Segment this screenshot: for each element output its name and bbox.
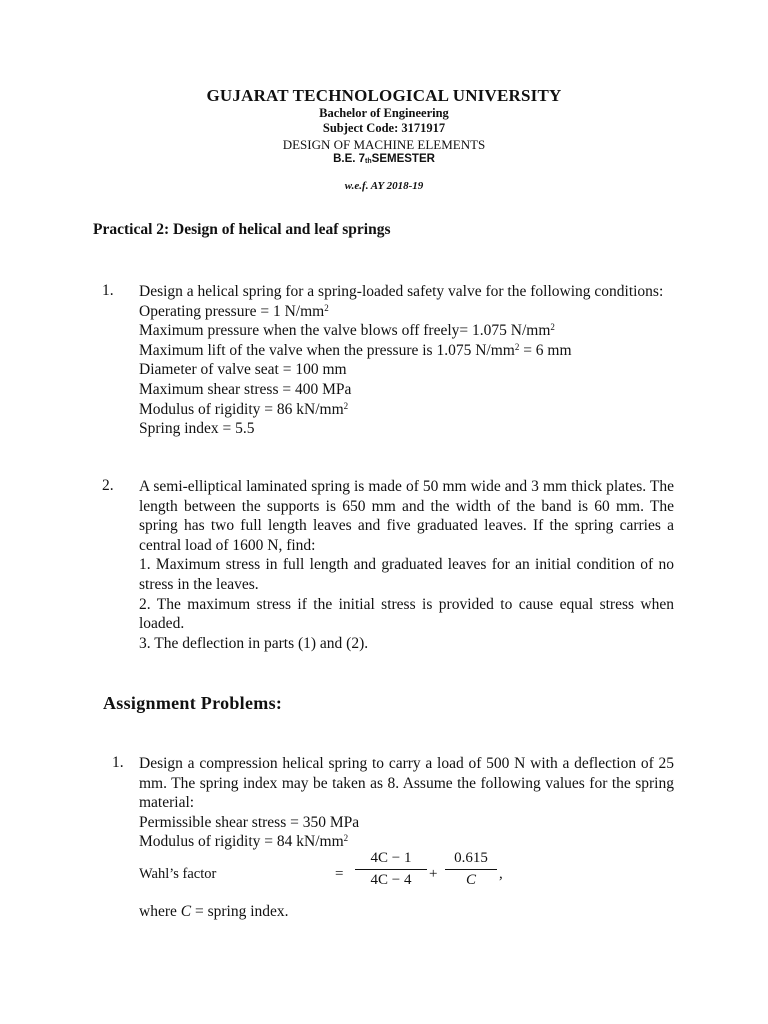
question-1-line xyxy=(139,419,674,439)
where-variable: C xyxy=(180,903,192,920)
semester-line xyxy=(0,153,768,165)
question-1-line xyxy=(139,341,674,361)
subject-name: DESIGN OF MACHINE ELEMENTS xyxy=(282,137,486,152)
degree-line: Bachelor of Engineering xyxy=(319,106,449,120)
assignment-heading: Assignment Problems: xyxy=(103,693,283,713)
plus-sign: + xyxy=(429,866,438,882)
question-2-intro: A semi-elliptical laminated spring is made of 50 mm wide and 3 mm thick plates. The length between the supports is 650 mm and the width of the band is 60 mm. The spring has two full length leaves and five graduated leaves. If the spring carries a central load of 1600 N, find: xyxy=(139,478,674,554)
wahl-factor-formula xyxy=(139,850,539,898)
assignment-1-number: 1. xyxy=(112,754,124,771)
line-text: Maximum pressure when the valve blows off freely= 1.075 N/mm xyxy=(139,322,551,340)
line-text: Spring index = 5.5 xyxy=(139,420,255,438)
question-2-number: 2. xyxy=(102,477,114,494)
line-sup: 2 xyxy=(343,833,349,844)
line-sup: 2 xyxy=(514,341,520,352)
line-after: = 6 mm xyxy=(519,341,572,359)
university-title: GUJARAT TECHNOLOGICAL UNIVERSITY xyxy=(206,86,562,105)
line-text: Diameter of valve seat = 100 mm xyxy=(139,361,347,379)
semester-suffix: SEMESTER xyxy=(371,153,435,165)
question-1-line xyxy=(139,360,674,380)
fraction-1-denominator: 4C − 4 xyxy=(355,869,427,889)
line-text: Modulus of rigidity = 86 kN/mm xyxy=(139,400,344,418)
line-text: Operating pressure = 1 N/mm xyxy=(139,302,325,320)
question-1-body xyxy=(139,282,674,439)
where-prefix: where xyxy=(139,903,181,920)
assignment-1-line: Permissible shear stress = 350 MPa xyxy=(139,813,360,831)
fraction-1 xyxy=(355,850,427,889)
equals-sign: = xyxy=(335,866,344,882)
formula-comma: , xyxy=(499,866,503,882)
wahl-factor-label: Wahl’s factor xyxy=(139,866,217,882)
fraction-2 xyxy=(445,850,497,889)
question-2-part: 3. The deflection in parts (1) and (2). xyxy=(139,634,369,652)
semester-prefix: B.E. 7 xyxy=(333,153,366,165)
question-1-number: 1. xyxy=(102,282,114,299)
fraction-2-denominator: C xyxy=(445,869,497,889)
fraction-1-numerator: 4C − 1 xyxy=(370,850,412,866)
where-line xyxy=(139,902,674,922)
question-2-part: 2. The maximum stress if the initial stress is provided to cause equal stress when loaded. xyxy=(139,595,674,633)
question-1-line xyxy=(139,321,674,341)
line-sup: 2 xyxy=(550,322,555,333)
line-text: Maximum shear stress = 400 MPa xyxy=(139,380,352,398)
subject-code: Subject Code: 3171917 xyxy=(322,121,446,135)
question-1-line xyxy=(139,380,674,400)
assignment-1-body xyxy=(139,754,674,852)
effective-year: w.e.f. AY 2018-19 xyxy=(344,180,424,192)
question-2-body xyxy=(139,477,674,653)
semester-sub: th xyxy=(365,158,372,165)
question-1-intro: Design a helical spring for a spring-loaded safety valve for the following conditions: xyxy=(139,283,664,300)
where-clause xyxy=(139,902,674,922)
fraction-2-numerator: 0.615 xyxy=(454,850,488,866)
line-sup: 2 xyxy=(343,400,349,411)
question-2-part: 1. Maximum stress in full length and graduated leaves for an initial condition of no stress in the leaves. xyxy=(139,556,674,593)
practical-title: Practical 2: Design of helical and leaf springs xyxy=(93,221,391,238)
question-1-line xyxy=(139,400,674,420)
line-text: Maximum lift of the valve when the pressure is 1.075 N/mm xyxy=(139,341,515,359)
assignment-1-intro: Design a compression helical spring to carry a load of 500 N with a deflection of 25 mm. The spring index may be taken as 8. Assume the following values for the spring material: xyxy=(139,755,674,812)
where-suffix: = spring index. xyxy=(191,903,289,920)
line-sup: 2 xyxy=(324,302,329,313)
question-1-line xyxy=(139,302,674,322)
line-text: Modulus of rigidity = 84 kN/mm xyxy=(139,833,344,851)
